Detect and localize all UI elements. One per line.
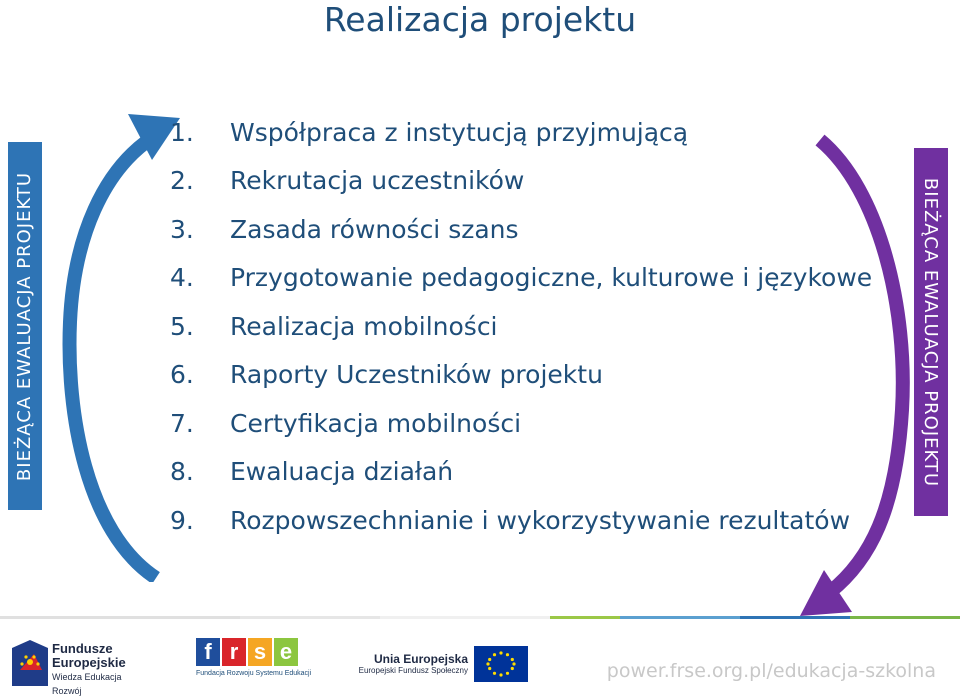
- item-text: Raporty Uczestników projektu: [230, 360, 603, 390]
- item-number: 7.: [170, 408, 194, 438]
- fe-line3: Wiedza Edukacja Rozwój: [52, 672, 122, 696]
- list-item: [170, 496, 872, 545]
- item-text: Certyfikacja mobilności: [230, 408, 522, 438]
- item-text: Ewaluacja działań: [230, 457, 454, 487]
- item-number: 2.: [170, 166, 194, 196]
- fe-line2: Europejskie: [52, 655, 126, 670]
- list-item: [170, 448, 872, 497]
- item-number: 4.: [170, 263, 194, 293]
- footer-url: power.frse.org.pl/edukacja-szkolna: [606, 660, 936, 682]
- unia-europejska-logo: [350, 638, 530, 688]
- fundusze-europejskie-logo: [12, 638, 150, 696]
- eu-flag-icon: [474, 646, 528, 682]
- frse-letter-r: r: [222, 638, 246, 666]
- curved-arrow-up-icon: [46, 112, 186, 582]
- right-side-bar: [914, 148, 948, 516]
- item-number: 5.: [170, 311, 194, 341]
- ue-line2: Europejski Fundusz Społeczny: [358, 666, 468, 675]
- item-text: Rozpowszechnianie i wykorzystywanie rezultatów: [230, 505, 851, 535]
- list-item: [170, 302, 872, 351]
- frse-subtitle: Fundacja Rozwoju Systemu Edukacji: [196, 670, 312, 677]
- footer-divider: [0, 616, 960, 619]
- steps-list: [170, 108, 872, 545]
- list-item: [170, 399, 872, 448]
- item-number: 1.: [170, 117, 194, 147]
- list-item: [170, 205, 872, 254]
- item-number: 8.: [170, 457, 194, 487]
- item-text: Współpraca z instytucją przyjmującą: [230, 117, 689, 147]
- item-text: Rekrutacja uczestników: [230, 166, 525, 196]
- frse-logo: [196, 638, 312, 688]
- list-item: [170, 254, 872, 303]
- left-side-label: BIEŻĄCA EWALUACJA PROJEKTU: [14, 171, 36, 481]
- list-item: [170, 108, 872, 157]
- ue-line1: Unia Europejska: [373, 652, 468, 666]
- item-text: Realizacja mobilności: [230, 311, 498, 341]
- item-number: 3.: [170, 214, 194, 244]
- frse-letter-s: s: [248, 638, 272, 666]
- item-text: Przygotowanie pedagogiczne, kulturowe i językowe: [230, 263, 873, 293]
- item-number: 6.: [170, 360, 194, 390]
- frse-letter-f: f: [196, 638, 220, 666]
- list-item: [170, 351, 872, 400]
- right-side-label: BIEŻĄCA EWALUACJA PROJEKTU: [920, 177, 942, 487]
- item-text: Zasada równości szans: [230, 214, 519, 244]
- list-item: [170, 157, 872, 206]
- item-number: 9.: [170, 505, 194, 535]
- fe-star-icon: [12, 640, 48, 686]
- left-side-bar: [8, 142, 42, 510]
- frse-letter-e: e: [274, 638, 298, 666]
- slide-title: Realizacja projektu: [323, 0, 637, 39]
- fe-line1: Fundusze: [52, 641, 113, 656]
